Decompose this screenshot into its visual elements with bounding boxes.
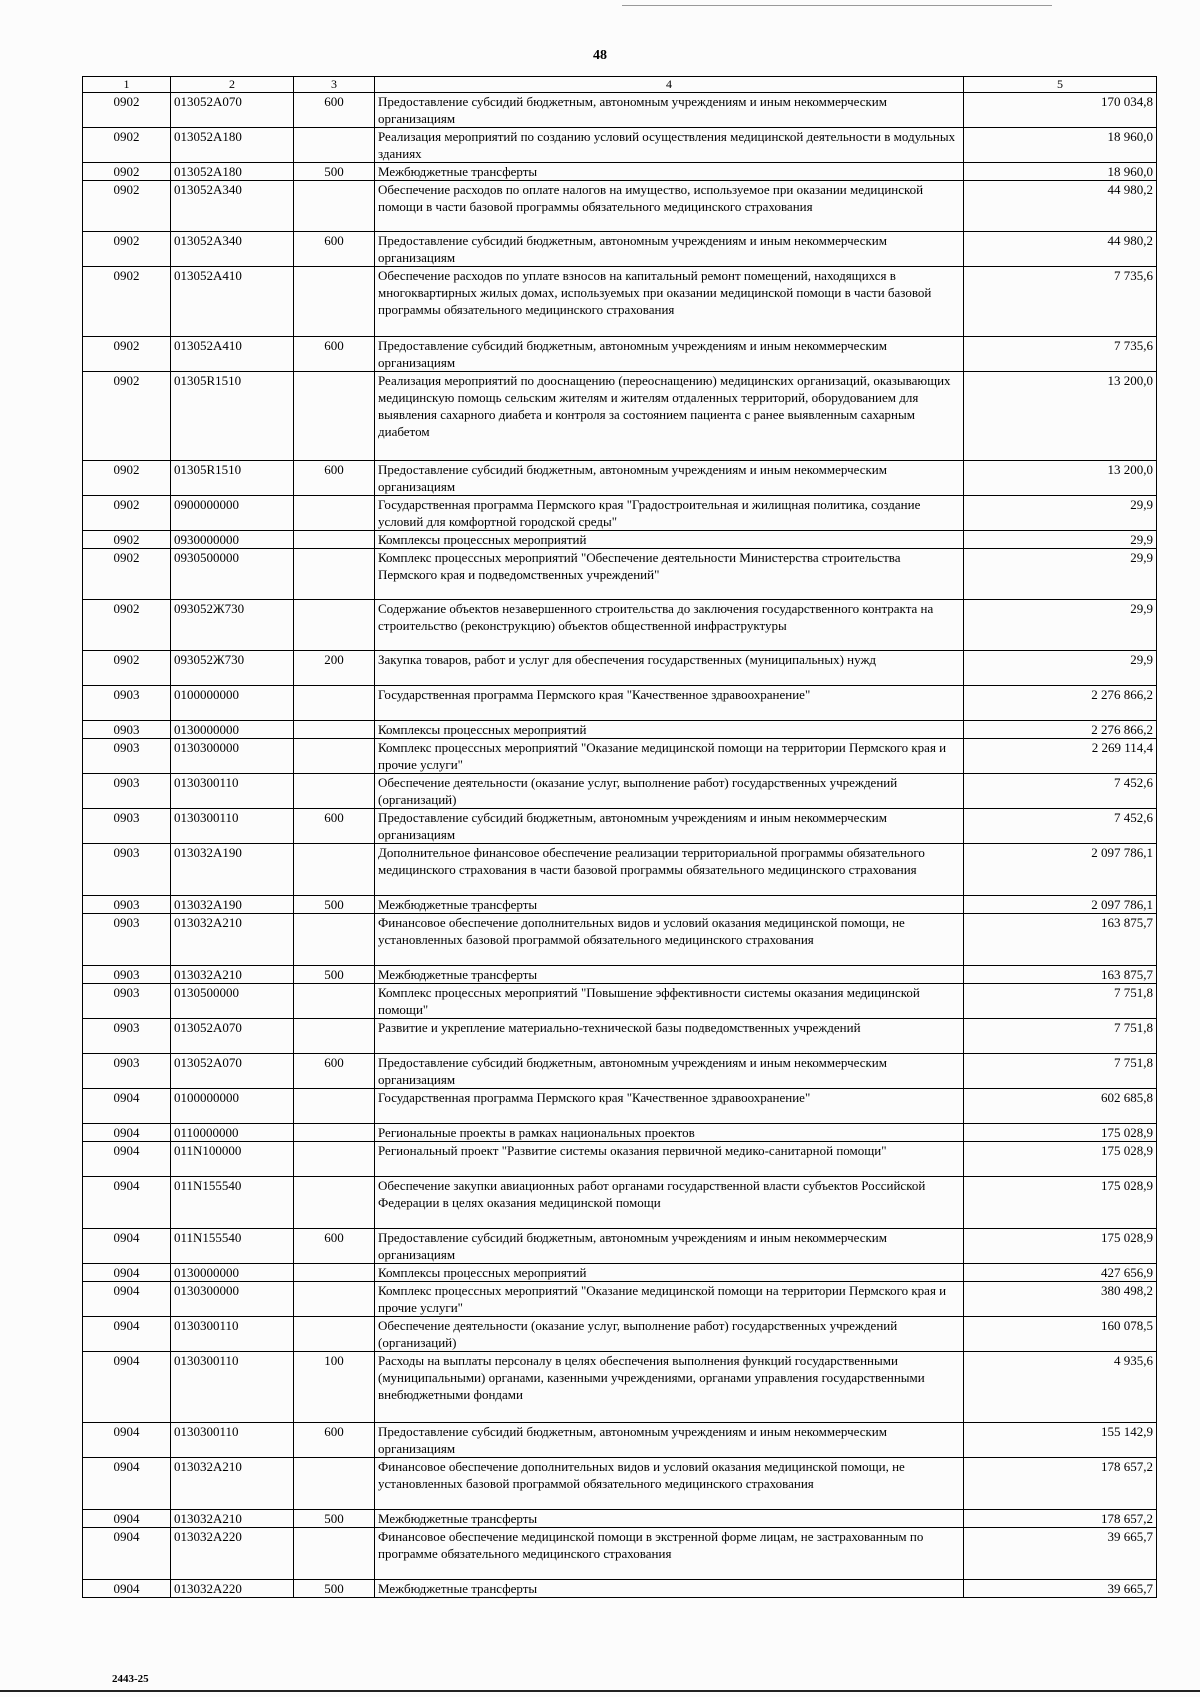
table-row bbox=[83, 128, 1157, 163]
amount-cell: 39 665,7 bbox=[964, 1580, 1157, 1598]
item-name-cell: Реализация мероприятий по созданию условий осуществления медицинской деятельности в модульных зданиях bbox=[375, 128, 964, 163]
document-code: 2443-25 bbox=[112, 1673, 149, 1685]
item-name-cell: Обеспечение расходов по уплате взносов на капитальный ремонт помещений, находящихся в многоквартирных жилых домах, используемых при оказании медицинской помощи в части базовой программы обязательного медицинского страхования bbox=[375, 267, 964, 337]
target-article-cell: 0130300110 bbox=[171, 1317, 294, 1352]
target-article-cell: 013052А180 bbox=[171, 128, 294, 163]
table-row bbox=[83, 1317, 1157, 1352]
item-name-cell: Закупка товаров, работ и услуг для обеспечения государственных (муниципальных) нужд bbox=[375, 651, 964, 686]
table-row bbox=[83, 232, 1157, 267]
target-article-cell: 013052А340 bbox=[171, 232, 294, 267]
section-code-cell: 0903 bbox=[83, 774, 171, 809]
target-article-cell: 011N155540 bbox=[171, 1229, 294, 1264]
expense-type-cell bbox=[294, 721, 375, 739]
item-name-cell: Государственная программа Пермского края "Качественное здравоохранение" bbox=[375, 686, 964, 721]
item-name-cell: Обеспечение расходов по оплате налогов на имущество, используемое при оказании медицинской помощи в части базовой программы обязательного медицинского страхования bbox=[375, 181, 964, 232]
expense-type-cell bbox=[294, 1264, 375, 1282]
amount-cell: 155 142,9 bbox=[964, 1423, 1157, 1458]
expense-type-cell bbox=[294, 1177, 375, 1229]
item-name-cell: Государственная программа Пермского края "Качественное здравоохранение" bbox=[375, 1089, 964, 1124]
section-code-cell: 0904 bbox=[83, 1142, 171, 1177]
amount-cell: 2 276 866,2 bbox=[964, 686, 1157, 721]
target-article-cell: 0130300110 bbox=[171, 1423, 294, 1458]
target-article-cell: 0130000000 bbox=[171, 721, 294, 739]
section-code-cell: 0904 bbox=[83, 1423, 171, 1458]
table-row bbox=[83, 896, 1157, 914]
table-row bbox=[83, 163, 1157, 181]
section-code-cell: 0902 bbox=[83, 337, 171, 372]
item-name-cell: Государственная программа Пермского края "Градостроительная и жилищная политика, создание условий для комфортной городской среды" bbox=[375, 496, 964, 531]
expense-type-cell bbox=[294, 984, 375, 1019]
table-row bbox=[83, 267, 1157, 337]
budget-table bbox=[82, 76, 1157, 1598]
table-row bbox=[83, 1177, 1157, 1229]
expense-type-cell: 500 bbox=[294, 896, 375, 914]
section-code-cell: 0902 bbox=[83, 163, 171, 181]
section-code-cell: 0902 bbox=[83, 267, 171, 337]
table-row bbox=[83, 531, 1157, 549]
expense-type-cell: 600 bbox=[294, 1229, 375, 1264]
item-name-cell: Межбюджетные трансферты bbox=[375, 1510, 964, 1528]
section-code-cell: 0902 bbox=[83, 461, 171, 496]
target-article-cell: 013052А340 bbox=[171, 181, 294, 232]
target-article-cell: 0930000000 bbox=[171, 531, 294, 549]
table-row bbox=[83, 372, 1157, 461]
column-header-5: 5 bbox=[964, 77, 1157, 93]
amount-cell: 4 935,6 bbox=[964, 1352, 1157, 1423]
amount-cell: 163 875,7 bbox=[964, 966, 1157, 984]
amount-cell: 7 751,8 bbox=[964, 1019, 1157, 1054]
expense-type-cell bbox=[294, 739, 375, 774]
expense-type-cell: 600 bbox=[294, 461, 375, 496]
section-code-cell: 0903 bbox=[83, 686, 171, 721]
column-header-4: 4 bbox=[375, 77, 964, 93]
amount-cell: 2 097 786,1 bbox=[964, 896, 1157, 914]
item-name-cell: Предоставление субсидий бюджетным, автономным учреждениям и иным некоммерческим организациям bbox=[375, 809, 964, 844]
target-article-cell: 013052А070 bbox=[171, 1054, 294, 1089]
expense-type-cell bbox=[294, 1528, 375, 1580]
table-row bbox=[83, 721, 1157, 739]
amount-cell: 170 034,8 bbox=[964, 93, 1157, 128]
target-article-cell: 013032А190 bbox=[171, 896, 294, 914]
item-name-cell: Обеспечение деятельности (оказание услуг, выполнение работ) государственных учреждений (организаций) bbox=[375, 774, 964, 809]
section-code-cell: 0902 bbox=[83, 93, 171, 128]
item-name-cell: Предоставление субсидий бюджетным, автономным учреждениям и иным некоммерческим организациям bbox=[375, 461, 964, 496]
section-code-cell: 0903 bbox=[83, 1019, 171, 1054]
amount-cell: 18 960,0 bbox=[964, 163, 1157, 181]
item-name-cell: Предоставление субсидий бюджетным, автономным учреждениям и иным некоммерческим организациям bbox=[375, 1423, 964, 1458]
table-row bbox=[83, 914, 1157, 966]
item-name-cell: Межбюджетные трансферты bbox=[375, 966, 964, 984]
expense-type-cell bbox=[294, 267, 375, 337]
scan-bottom-edge bbox=[0, 1690, 1200, 1692]
section-code-cell: 0903 bbox=[83, 896, 171, 914]
section-code-cell: 0903 bbox=[83, 844, 171, 896]
section-code-cell: 0902 bbox=[83, 232, 171, 267]
expense-type-cell: 100 bbox=[294, 1352, 375, 1423]
amount-cell: 13 200,0 bbox=[964, 461, 1157, 496]
amount-cell: 2 097 786,1 bbox=[964, 844, 1157, 896]
item-name-cell: Предоставление субсидий бюджетным, автономным учреждениям и иным некоммерческим организациям bbox=[375, 93, 964, 128]
item-name-cell: Комплексы процессных мероприятий bbox=[375, 1264, 964, 1282]
target-article-cell: 0130300110 bbox=[171, 774, 294, 809]
item-name-cell: Дополнительное финансовое обеспечение реализации территориальной программы обязательного медицинского страхования в части базовой программы обязательного медицинского страхования bbox=[375, 844, 964, 896]
expense-type-cell bbox=[294, 1282, 375, 1317]
amount-cell: 7 751,8 bbox=[964, 1054, 1157, 1089]
target-article-cell: 0130300000 bbox=[171, 1282, 294, 1317]
table-row bbox=[83, 1089, 1157, 1124]
section-code-cell: 0903 bbox=[83, 1054, 171, 1089]
amount-cell: 175 028,9 bbox=[964, 1142, 1157, 1177]
section-code-cell: 0902 bbox=[83, 372, 171, 461]
target-article-cell: 0130300110 bbox=[171, 809, 294, 844]
section-code-cell: 0904 bbox=[83, 1124, 171, 1142]
item-name-cell: Финансовое обеспечение медицинской помощи в экстренной форме лицам, не застрахованным по программе обязательного медицинского страхования bbox=[375, 1528, 964, 1580]
target-article-cell: 0930500000 bbox=[171, 549, 294, 600]
item-name-cell: Комплексы процессных мероприятий bbox=[375, 531, 964, 549]
column-header-3: 3 bbox=[294, 77, 375, 93]
target-article-cell: 01305R1510 bbox=[171, 372, 294, 461]
expense-type-cell bbox=[294, 1142, 375, 1177]
expense-type-cell bbox=[294, 600, 375, 651]
expense-type-cell: 600 bbox=[294, 1054, 375, 1089]
target-article-cell: 093052Ж730 bbox=[171, 600, 294, 651]
expense-type-cell bbox=[294, 372, 375, 461]
table-row bbox=[83, 844, 1157, 896]
expense-type-cell bbox=[294, 531, 375, 549]
expense-type-cell bbox=[294, 1019, 375, 1054]
amount-cell: 29,9 bbox=[964, 531, 1157, 549]
section-code-cell: 0904 bbox=[83, 1089, 171, 1124]
target-article-cell: 013032А190 bbox=[171, 844, 294, 896]
page-number: 48 bbox=[593, 48, 607, 63]
table-row bbox=[83, 1528, 1157, 1580]
target-article-cell: 0130000000 bbox=[171, 1264, 294, 1282]
expense-type-cell: 500 bbox=[294, 1510, 375, 1528]
table-row bbox=[83, 549, 1157, 600]
column-header-1: 1 bbox=[83, 77, 171, 93]
amount-cell: 29,9 bbox=[964, 651, 1157, 686]
section-code-cell: 0902 bbox=[83, 496, 171, 531]
expense-type-cell bbox=[294, 128, 375, 163]
scan-edge-line bbox=[622, 5, 1052, 6]
table-row bbox=[83, 1510, 1157, 1528]
amount-cell: 175 028,9 bbox=[964, 1177, 1157, 1229]
amount-cell: 163 875,7 bbox=[964, 914, 1157, 966]
item-name-cell: Региональный проект "Развитие системы оказания первичной медико-санитарной помощи" bbox=[375, 1142, 964, 1177]
target-article-cell: 013052А070 bbox=[171, 93, 294, 128]
section-code-cell: 0903 bbox=[83, 914, 171, 966]
section-code-cell: 0902 bbox=[83, 531, 171, 549]
table-row bbox=[83, 1352, 1157, 1423]
amount-cell: 7 751,8 bbox=[964, 984, 1157, 1019]
expense-type-cell bbox=[294, 844, 375, 896]
target-article-cell: 0110000000 bbox=[171, 1124, 294, 1142]
item-name-cell: Финансовое обеспечение дополнительных видов и условий оказания медицинской помощи, не установленных базовой программой обязательного медицинского страхования bbox=[375, 914, 964, 966]
table-row bbox=[83, 600, 1157, 651]
item-name-cell: Межбюджетные трансферты bbox=[375, 163, 964, 181]
table-row bbox=[83, 1229, 1157, 1264]
expense-type-cell bbox=[294, 774, 375, 809]
amount-cell: 2 269 114,4 bbox=[964, 739, 1157, 774]
amount-cell: 380 498,2 bbox=[964, 1282, 1157, 1317]
table-body bbox=[83, 93, 1157, 1598]
section-code-cell: 0904 bbox=[83, 1528, 171, 1580]
expense-type-cell: 600 bbox=[294, 809, 375, 844]
amount-cell: 7 735,6 bbox=[964, 267, 1157, 337]
expense-type-cell: 600 bbox=[294, 232, 375, 267]
target-article-cell: 013052А410 bbox=[171, 267, 294, 337]
amount-cell: 7 735,6 bbox=[964, 337, 1157, 372]
target-article-cell: 0100000000 bbox=[171, 686, 294, 721]
table-row bbox=[83, 337, 1157, 372]
item-name-cell: Предоставление субсидий бюджетным, автономным учреждениям и иным некоммерческим организациям bbox=[375, 1054, 964, 1089]
item-name-cell: Обеспечение закупки авиационных работ органами государственной власти субъектов Российской Федерации в целях оказания медицинской помощи bbox=[375, 1177, 964, 1229]
item-name-cell: Содержание объектов незавершенного строительства до заключения государственного контракта на строительство (реконструкцию) объектов общественной инфраструктуры bbox=[375, 600, 964, 651]
table-row bbox=[83, 496, 1157, 531]
item-name-cell: Реализация мероприятий по дооснащению (переоснащению) медицинских организаций, оказывающих медицинскую помощь сельским жителям и жителям отдаленных территорий, оборудованием для выявления сахарного диабета и контроля за состоянием пациента с ранее выявленным сахарным диабетом bbox=[375, 372, 964, 461]
section-code-cell: 0904 bbox=[83, 1352, 171, 1423]
item-name-cell: Обеспечение деятельности (оказание услуг, выполнение работ) государственных учреждений (организаций) bbox=[375, 1317, 964, 1352]
expense-type-cell bbox=[294, 1124, 375, 1142]
expense-type-cell: 600 bbox=[294, 337, 375, 372]
item-name-cell: Предоставление субсидий бюджетным, автономным учреждениям и иным некоммерческим организациям bbox=[375, 232, 964, 267]
amount-cell: 13 200,0 bbox=[964, 372, 1157, 461]
table-row bbox=[83, 651, 1157, 686]
table-row bbox=[83, 1458, 1157, 1510]
column-header-2: 2 bbox=[171, 77, 294, 93]
table-row bbox=[83, 774, 1157, 809]
section-code-cell: 0903 bbox=[83, 739, 171, 774]
target-article-cell: 0900000000 bbox=[171, 496, 294, 531]
target-article-cell: 013032А210 bbox=[171, 914, 294, 966]
expense-type-cell bbox=[294, 686, 375, 721]
table-row bbox=[83, 1054, 1157, 1089]
amount-cell: 178 657,2 bbox=[964, 1458, 1157, 1510]
section-code-cell: 0904 bbox=[83, 1458, 171, 1510]
section-code-cell: 0904 bbox=[83, 1264, 171, 1282]
amount-cell: 7 452,6 bbox=[964, 774, 1157, 809]
target-article-cell: 0100000000 bbox=[171, 1089, 294, 1124]
item-name-cell: Предоставление субсидий бюджетным, автономным учреждениям и иным некоммерческим организациям bbox=[375, 337, 964, 372]
table-row bbox=[83, 181, 1157, 232]
item-name-cell: Расходы на выплаты персоналу в целях обеспечения выполнения функций государственными (муниципальными) органами, казенными учреждениями, органами управления государственными внебюджетными фондами bbox=[375, 1352, 964, 1423]
target-article-cell: 0130300110 bbox=[171, 1352, 294, 1423]
table-row bbox=[83, 1264, 1157, 1282]
amount-cell: 29,9 bbox=[964, 496, 1157, 531]
item-name-cell: Комплекс процессных мероприятий "Повышение эффективности системы оказания медицинской помощи" bbox=[375, 984, 964, 1019]
amount-cell: 44 980,2 bbox=[964, 181, 1157, 232]
section-code-cell: 0903 bbox=[83, 809, 171, 844]
expense-type-cell: 500 bbox=[294, 966, 375, 984]
item-name-cell: Развитие и укрепление материально-технической базы подведомственных учреждений bbox=[375, 1019, 964, 1054]
table-row bbox=[83, 984, 1157, 1019]
target-article-cell: 0130300000 bbox=[171, 739, 294, 774]
section-code-cell: 0903 bbox=[83, 721, 171, 739]
expense-type-cell bbox=[294, 1089, 375, 1124]
amount-cell: 427 656,9 bbox=[964, 1264, 1157, 1282]
item-name-cell: Межбюджетные трансферты bbox=[375, 1580, 964, 1598]
amount-cell: 175 028,9 bbox=[964, 1124, 1157, 1142]
expense-type-cell bbox=[294, 496, 375, 531]
table-row bbox=[83, 1019, 1157, 1054]
expense-type-cell bbox=[294, 549, 375, 600]
table-row bbox=[83, 1423, 1157, 1458]
table-row bbox=[83, 93, 1157, 128]
amount-cell: 29,9 bbox=[964, 549, 1157, 600]
amount-cell: 160 078,5 bbox=[964, 1317, 1157, 1352]
item-name-cell: Региональные проекты в рамках национальных проектов bbox=[375, 1124, 964, 1142]
section-code-cell: 0903 bbox=[83, 984, 171, 1019]
target-article-cell: 013052А070 bbox=[171, 1019, 294, 1054]
section-code-cell: 0904 bbox=[83, 1177, 171, 1229]
section-code-cell: 0903 bbox=[83, 966, 171, 984]
amount-cell: 175 028,9 bbox=[964, 1229, 1157, 1264]
table-row bbox=[83, 1124, 1157, 1142]
table-row bbox=[83, 966, 1157, 984]
expense-type-cell: 500 bbox=[294, 1580, 375, 1598]
amount-cell: 44 980,2 bbox=[964, 232, 1157, 267]
section-code-cell: 0904 bbox=[83, 1282, 171, 1317]
amount-cell: 29,9 bbox=[964, 600, 1157, 651]
section-code-cell: 0902 bbox=[83, 549, 171, 600]
target-article-cell: 013032А210 bbox=[171, 1510, 294, 1528]
section-code-cell: 0904 bbox=[83, 1510, 171, 1528]
expense-type-cell bbox=[294, 1458, 375, 1510]
amount-cell: 2 276 866,2 bbox=[964, 721, 1157, 739]
section-code-cell: 0902 bbox=[83, 600, 171, 651]
expense-type-cell: 200 bbox=[294, 651, 375, 686]
item-name-cell: Комплексы процессных мероприятий bbox=[375, 721, 964, 739]
target-article-cell: 0130500000 bbox=[171, 984, 294, 1019]
table-row bbox=[83, 461, 1157, 496]
column-number-row bbox=[83, 77, 1157, 93]
section-code-cell: 0904 bbox=[83, 1317, 171, 1352]
expense-type-cell bbox=[294, 914, 375, 966]
expense-type-cell: 500 bbox=[294, 163, 375, 181]
target-article-cell: 013052А410 bbox=[171, 337, 294, 372]
item-name-cell: Комплекс процессных мероприятий "Оказание медицинской помощи на территории Пермского края и прочие услуги" bbox=[375, 1282, 964, 1317]
target-article-cell: 093052Ж730 bbox=[171, 651, 294, 686]
section-code-cell: 0902 bbox=[83, 181, 171, 232]
table-row bbox=[83, 1580, 1157, 1598]
table-row bbox=[83, 809, 1157, 844]
item-name-cell: Финансовое обеспечение дополнительных видов и условий оказания медицинской помощи, не установленных базовой программой обязательного медицинского страхования bbox=[375, 1458, 964, 1510]
target-article-cell: 013052А180 bbox=[171, 163, 294, 181]
table-row bbox=[83, 739, 1157, 774]
amount-cell: 7 452,6 bbox=[964, 809, 1157, 844]
table-row bbox=[83, 1142, 1157, 1177]
section-code-cell: 0902 bbox=[83, 128, 171, 163]
expense-type-cell: 600 bbox=[294, 93, 375, 128]
amount-cell: 39 665,7 bbox=[964, 1528, 1157, 1580]
amount-cell: 602 685,8 bbox=[964, 1089, 1157, 1124]
target-article-cell: 013032А220 bbox=[171, 1580, 294, 1598]
item-name-cell: Предоставление субсидий бюджетным, автономным учреждениям и иным некоммерческим организациям bbox=[375, 1229, 964, 1264]
table-row bbox=[83, 1282, 1157, 1317]
target-article-cell: 013032А220 bbox=[171, 1528, 294, 1580]
expense-type-cell: 600 bbox=[294, 1423, 375, 1458]
expense-type-cell bbox=[294, 181, 375, 232]
section-code-cell: 0902 bbox=[83, 651, 171, 686]
section-code-cell: 0904 bbox=[83, 1580, 171, 1598]
target-article-cell: 01305R1510 bbox=[171, 461, 294, 496]
target-article-cell: 013032А210 bbox=[171, 1458, 294, 1510]
section-code-cell: 0904 bbox=[83, 1229, 171, 1264]
target-article-cell: 011N100000 bbox=[171, 1142, 294, 1177]
table-row bbox=[83, 686, 1157, 721]
item-name-cell: Межбюджетные трансферты bbox=[375, 896, 964, 914]
target-article-cell: 011N155540 bbox=[171, 1177, 294, 1229]
item-name-cell: Комплекс процессных мероприятий "Обеспечение деятельности Министерства строительства Пермского края и подведомственных учреждений" bbox=[375, 549, 964, 600]
expense-type-cell bbox=[294, 1317, 375, 1352]
item-name-cell: Комплекс процессных мероприятий "Оказание медицинской помощи на территории Пермского края и прочие услуги" bbox=[375, 739, 964, 774]
amount-cell: 18 960,0 bbox=[964, 128, 1157, 163]
target-article-cell: 013032А210 bbox=[171, 966, 294, 984]
amount-cell: 178 657,2 bbox=[964, 1510, 1157, 1528]
